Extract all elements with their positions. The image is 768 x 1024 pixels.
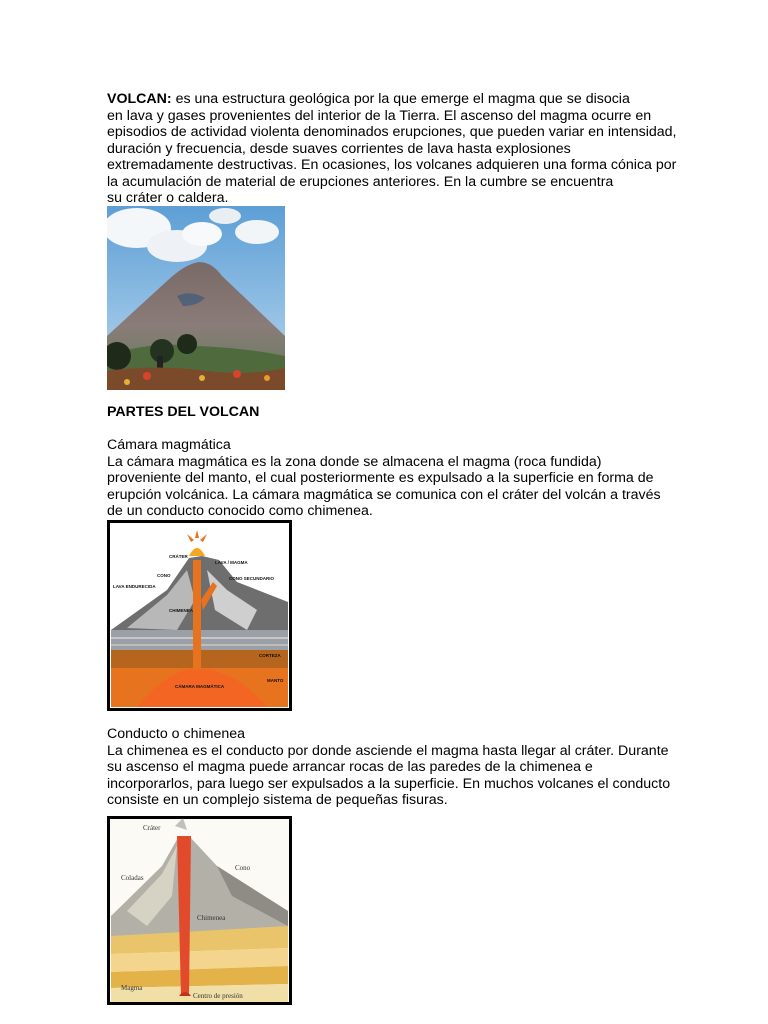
conducto-line-3: incorporarlos, para luego ser expulsados a la superficie. En muchos volcanes el conducto xyxy=(107,776,671,792)
diag1-label-lava-endurecida: LAVA ENDURECIDA xyxy=(113,584,156,589)
diag2-label-crater: Cráter xyxy=(143,824,161,832)
diag1-label-cono-secundario: CONO SECUNDARIO xyxy=(229,576,275,581)
magma-chamber-diagram xyxy=(107,520,292,711)
diag1-label-crater: CRÁTER xyxy=(169,554,188,559)
intro-term: VOLCAN: xyxy=(107,91,172,107)
diag2-label-magma: Magma xyxy=(121,984,143,992)
camara-line-2: proveniente del manto, el cual posteriormente es expulsado a la superficie en forma de xyxy=(107,470,654,486)
conducto-line-4: consiste en un complejo sistema de pequeñas fisuras. xyxy=(107,792,448,808)
parts-heading: PARTES DEL VOLCAN xyxy=(107,404,260,420)
intro-line-6: la acumulación de material de erupciones anteriores. En la cumbre se encuentra xyxy=(107,174,614,190)
diag2-label-cono: Cono xyxy=(235,864,251,872)
intro-line-1: VOLCAN: es una estructura geológica por la que emerge el magma que se disocia xyxy=(107,91,630,107)
diag1-label-corteza: CORTEZA xyxy=(259,653,281,658)
intro-line-4: duración y frecuencia, desde suaves corrientes de lava hasta explosiones xyxy=(107,141,571,157)
intro-line-7: su cráter o caldera. xyxy=(107,190,229,206)
intro-line-3: episodios de actividad violenta denominados erupciones, que pueden variar en intensidad, xyxy=(107,124,677,140)
intro-line-5: extremadamente destructivas. En ocasiones, los volcanes adquieren una forma cónica por xyxy=(107,157,677,173)
conducto-line-2: su ascenso el magma puede arrancar rocas de las paredes de la chimenea e xyxy=(107,759,593,775)
diag1-label-chimenea: CHIMENEA xyxy=(169,608,194,613)
volcano-photo xyxy=(107,206,285,390)
diag1-label-camara: CÁMARA MAGMÁTICA xyxy=(175,684,225,689)
diag1-label-manto: MANTO xyxy=(267,678,284,683)
diag2-label-centro: Centro de presión xyxy=(193,992,243,1000)
diag1-label-lava: LAVA / MAGMA xyxy=(215,560,248,565)
camara-title: Cámara magmática xyxy=(107,437,231,453)
camara-line-3: erupción volcánica. La cámara magmática se comunica con el cráter del volcán a través xyxy=(107,487,661,503)
conducto-line-1: La chimenea es el conducto por donde asciende el magma hasta llegar al cráter. Durante xyxy=(107,743,669,759)
diag2-label-chimenea: Chimenea xyxy=(197,914,226,922)
camara-line-4: de un conducto conocido como chimenea. xyxy=(107,503,373,519)
intro-line-2: en lava y gases provenientes del interior de la Tierra. El ascenso del magma ocurre en xyxy=(107,108,652,124)
diag2-label-coladas: Coladas xyxy=(121,874,144,882)
camara-line-1: La cámara magmática es la zona donde se almacena el magma (roca fundida) xyxy=(107,454,602,470)
chimney-diagram xyxy=(107,816,292,1005)
diag1-label-cono: CONO xyxy=(157,573,171,578)
conducto-title: Conducto o chimenea xyxy=(107,726,246,742)
